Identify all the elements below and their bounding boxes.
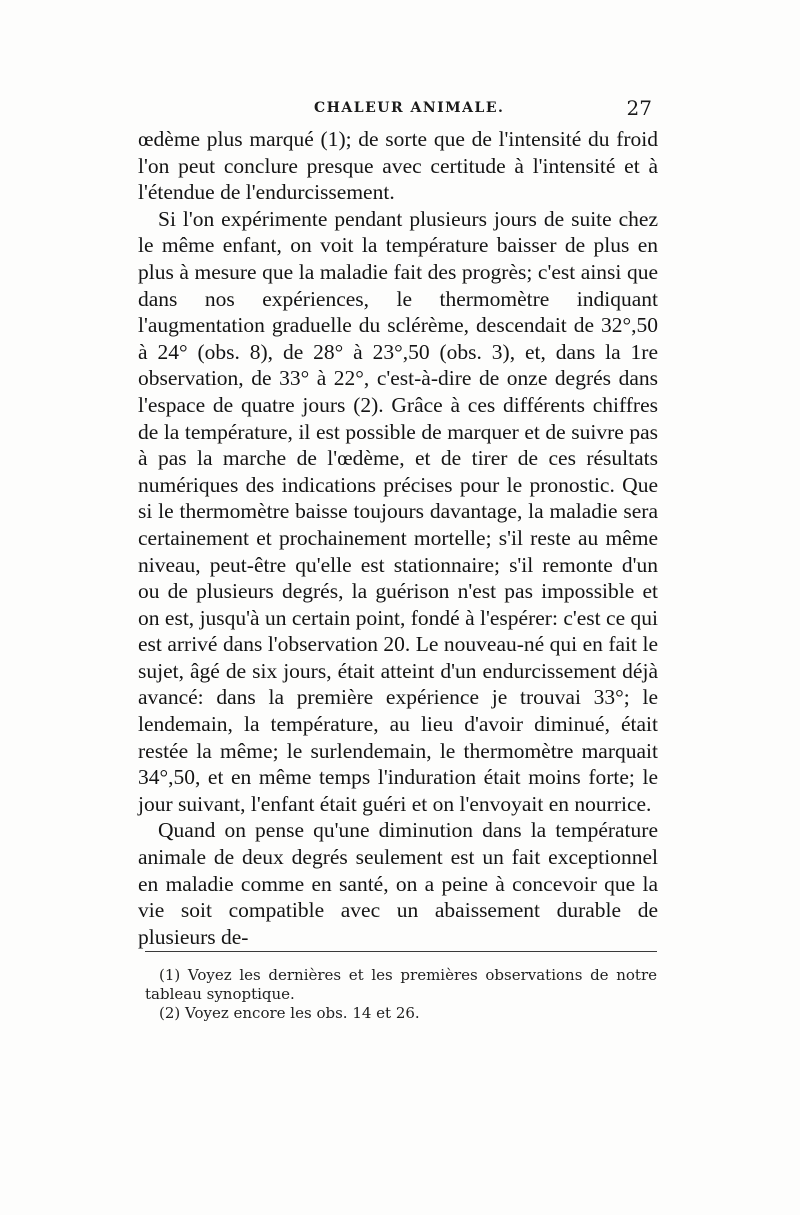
footnote-rule <box>145 951 657 952</box>
footnotes <box>145 966 657 1023</box>
footnote: (1) Voyez les dernières et les premières observations de notre tableau synoptique. <box>145 966 657 1003</box>
body-text <box>138 126 658 950</box>
paragraph: œdème plus marqué (1); de sorte que de l'intensité du froid l'on peut conclure presque avec certitude à l'intensité et à l'étendue de l'endurcissement. <box>138 127 658 205</box>
paragraph: Quand on pense qu'une diminution dans la température animale de deux degrés seulement est un fait exceptionnel en maladie comme en santé, on a peine à concevoir que la vie soit compatible avec un abaissement durable de plusieurs de- <box>138 818 658 949</box>
footnote: (2) Voyez encore les obs. 14 et 26. <box>159 1004 420 1022</box>
page-number: 27 <box>626 96 652 120</box>
page-header <box>138 98 656 122</box>
running-title: CHALEUR ANIMALE. <box>314 100 505 116</box>
paragraph: Si l'on expérimente pendant plusieurs jours de suite chez le même enfant, on voit la température baisser de plus en plus à mesure que la maladie fait des progrès; c'est ainsi que dans nos expériences, le thermomètre indiquant l'augmentation graduelle du sclérème, descendait de 32°,50 à 24° (obs. 8), de 28° à 23°,50 (obs. 3), et, dans la 1re observation, de 33° à 22°, c'est-à-dire de onze degrés dans l'espace de quatre jours (2). Grâce à ces différents chiffres de la température, il est possible de marquer et de suivre pas à pas la marche de l'œdème, et de tirer de ces résultats numériques des indications précises pour le pronostic. Que si le thermomètre baisse toujours davantage, la maladie sera certainement et prochainement mortelle; s'il reste au même niveau, peut-être qu'elle est stationnaire; s'il remonte d'un ou de plusieurs degrés, la guérison n'est pas impossible et on est, jusqu'à un certain point, fondé à l'espérer: c'est ce qui est arrivé dans l'observation 20. Le nouveau-né qui en fait le sujet, âgé de six jours, était atteint d'un endurcissement déjà avancé: dans la première expérience je trouvai 33°; le lendemain, la température, au lieu d'avoir diminué, était restée la même; le surlendemain, le thermomètre marquait 34°,50, et en même temps l'induration était moins forte; le jour suivant, l'enfant était guéri et on l'envoyait en nourrice. <box>138 206 658 816</box>
